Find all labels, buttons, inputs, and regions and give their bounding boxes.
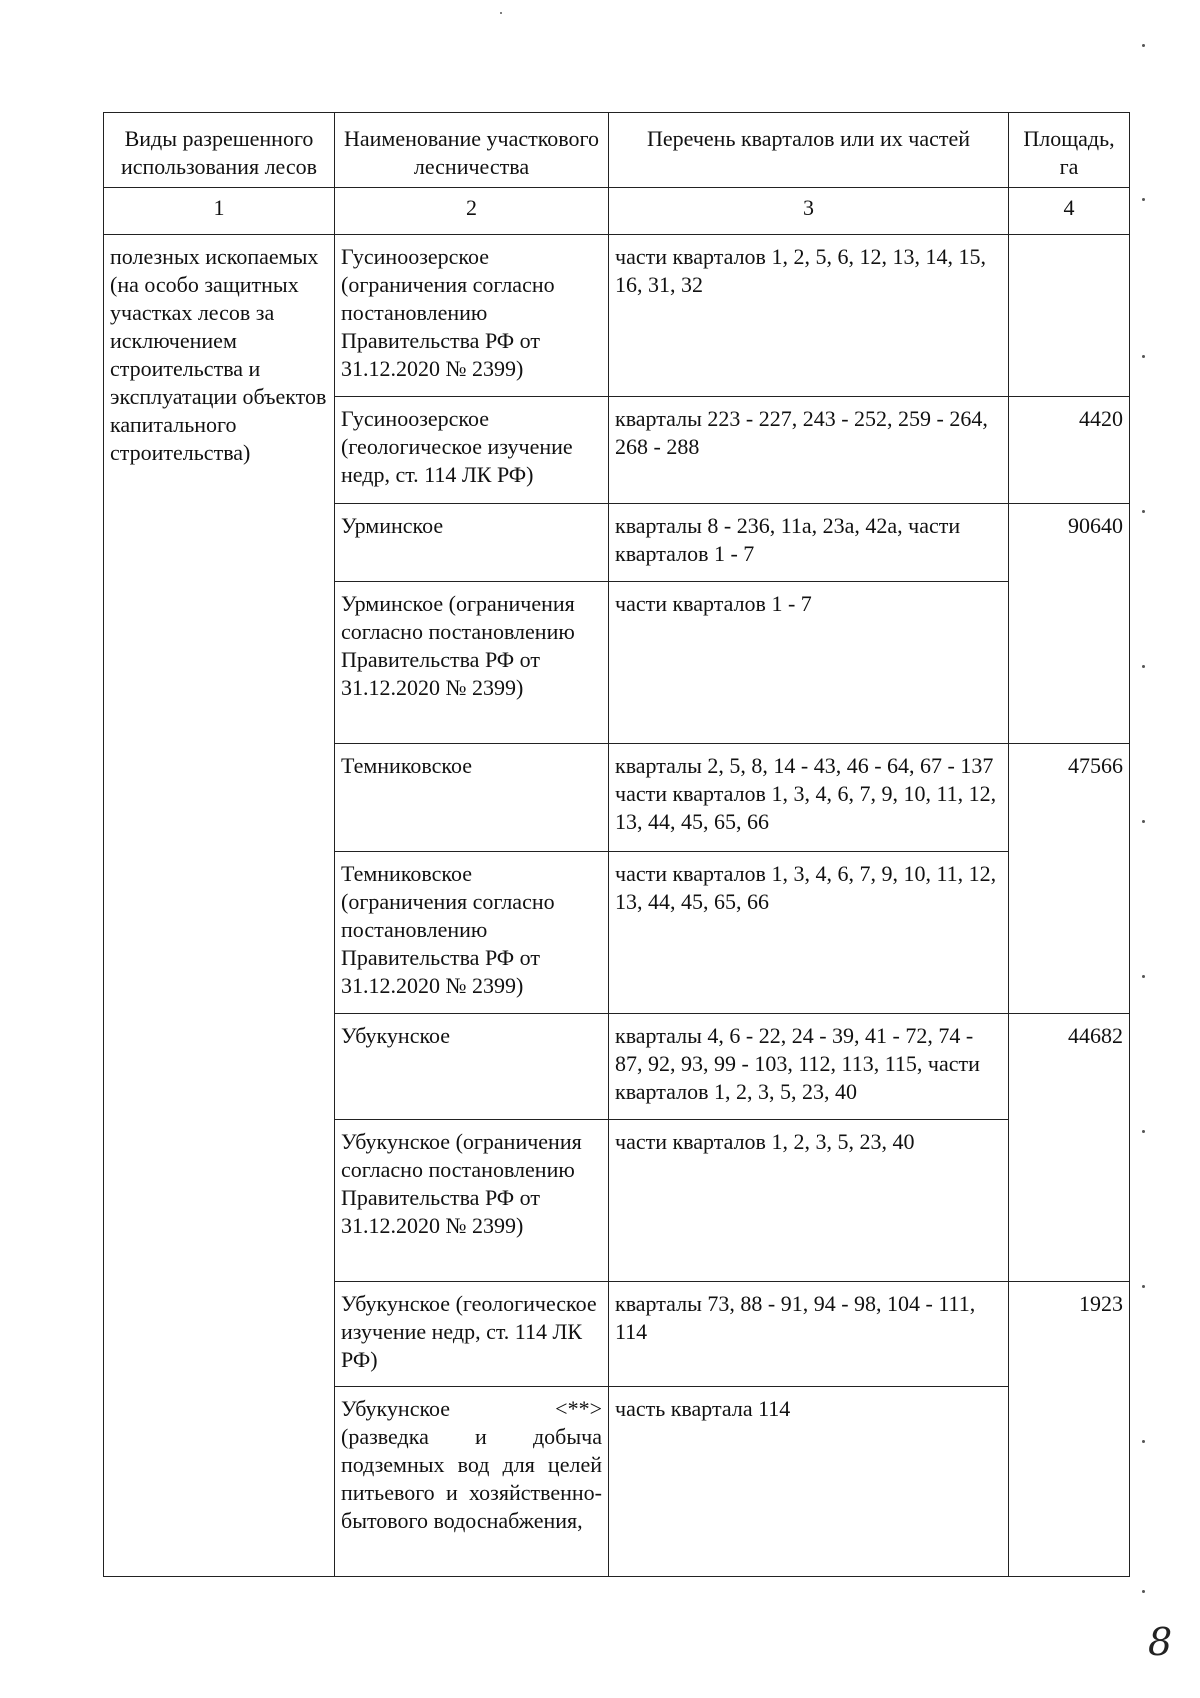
table-row <box>104 235 1130 397</box>
header-quarters: Перечень кварталов или их частей <box>609 113 1009 188</box>
quarters-cell: часть квартала 114 <box>609 1387 1009 1577</box>
scan-speck <box>1142 198 1145 201</box>
scan-speck <box>1142 355 1145 358</box>
scan-speck <box>1142 1440 1145 1443</box>
quarters-cell: кварталы 8 - 236, 11а, 23а, 42а, части кварталов 1 - 7 <box>609 504 1009 582</box>
area-cell <box>1009 235 1130 397</box>
scan-speck <box>500 12 502 14</box>
forestry-cell: Убукунское <box>335 1014 609 1120</box>
forestry-cell <box>335 1387 609 1577</box>
header-forestry: Наименование участкового лесничества <box>335 113 609 188</box>
area-cell: 47566 <box>1009 744 1130 1014</box>
scan-speck <box>1142 1590 1145 1593</box>
forestry-name: Убукунское <box>341 1396 451 1421</box>
column-number: 3 <box>609 188 1009 235</box>
area-cell: 44682 <box>1009 1014 1130 1282</box>
header-area: Площадь, га <box>1009 113 1130 188</box>
quarters-cell: кварталы 4, 6 - 22, 24 - 39, 41 - 72, 74 - 87, 92, 93, 99 - 103, 112, 113, 115, части кварталов 1, 2, 3, 5, 23, 40 <box>609 1014 1009 1120</box>
scan-speck <box>1142 665 1145 668</box>
column-number: 2 <box>335 188 609 235</box>
quarters-cell: части кварталов 1, 3, 4, 6, 7, 9, 10, 11, 12, 13, 44, 45, 65, 66 <box>609 852 1009 1014</box>
scan-speck <box>1142 975 1145 978</box>
land-use-table <box>103 112 1130 1577</box>
forestry-cell: Гусиноозерское (геологическое изучение недр, ст. 114 ЛК РФ) <box>335 397 609 504</box>
use-type-cell: полезных ископаемых (на особо защитных участках лесов за исключением строительства и эксплуатации объектов капитального строительства) <box>104 235 335 1577</box>
forestry-cell: Темниковское (ограничения согласно постановлению Правительства РФ от 31.12.2020 № 2399) <box>335 852 609 1014</box>
quarters-cell: кварталы 2, 5, 8, 14 - 43, 46 - 64, 67 - 137 части кварталов 1, 3, 4, 6, 7, 9, 10, 11, 12, 13, 44, 45, 65, 66 <box>609 744 1009 852</box>
footnote-mark: <**> <box>555 1396 602 1421</box>
forestry-cell: Убукунское (геологическое изучение недр, ст. 114 ЛК РФ) <box>335 1282 609 1387</box>
column-number: 4 <box>1009 188 1130 235</box>
forestry-cell: Убукунское (ограничения согласно постановлению Правительства РФ от 31.12.2020 № 2399) <box>335 1120 609 1282</box>
area-cell: 1923 <box>1009 1282 1130 1577</box>
scan-speck <box>1142 44 1145 47</box>
table-header-row <box>104 113 1130 188</box>
page-number: 8 <box>1148 1620 1173 1664</box>
quarters-cell: части кварталов 1, 2, 3, 5, 23, 40 <box>609 1120 1009 1282</box>
forestry-line <box>341 1395 602 1423</box>
scan-speck <box>1142 1130 1145 1133</box>
quarters-cell: части кварталов 1 - 7 <box>609 582 1009 744</box>
quarters-cell: кварталы 223 - 227, 243 - 252, 259 - 264, 268 - 288 <box>609 397 1009 504</box>
scan-speck <box>1142 510 1145 513</box>
column-number-row <box>104 188 1130 235</box>
area-cell: 4420 <box>1009 397 1130 504</box>
forestry-cell: Темниковское <box>335 744 609 852</box>
quarters-cell: кварталы 73, 88 - 91, 94 - 98, 104 - 111, 114 <box>609 1282 1009 1387</box>
scan-speck <box>1142 1285 1145 1288</box>
header-use-type: Виды разрешенного использования лесов <box>104 113 335 188</box>
scan-speck <box>1142 820 1145 823</box>
quarters-cell: части кварталов 1, 2, 5, 6, 12, 13, 14, 15, 16, 31, 32 <box>609 235 1009 397</box>
forestry-cell: Гусиноозерское (ограничения согласно постановлению Правительства РФ от 31.12.2020 № 2399) <box>335 235 609 397</box>
forestry-cell: Урминское (ограничения согласно постановлению Правительства РФ от 31.12.2020 № 2399) <box>335 582 609 744</box>
column-number: 1 <box>104 188 335 235</box>
forestry-note: (разведка и добыча подземных вод для целей питьевого и хозяйственно-бытового водоснабжения, <box>341 1424 602 1533</box>
area-cell: 90640 <box>1009 504 1130 744</box>
forestry-cell: Урминское <box>335 504 609 582</box>
